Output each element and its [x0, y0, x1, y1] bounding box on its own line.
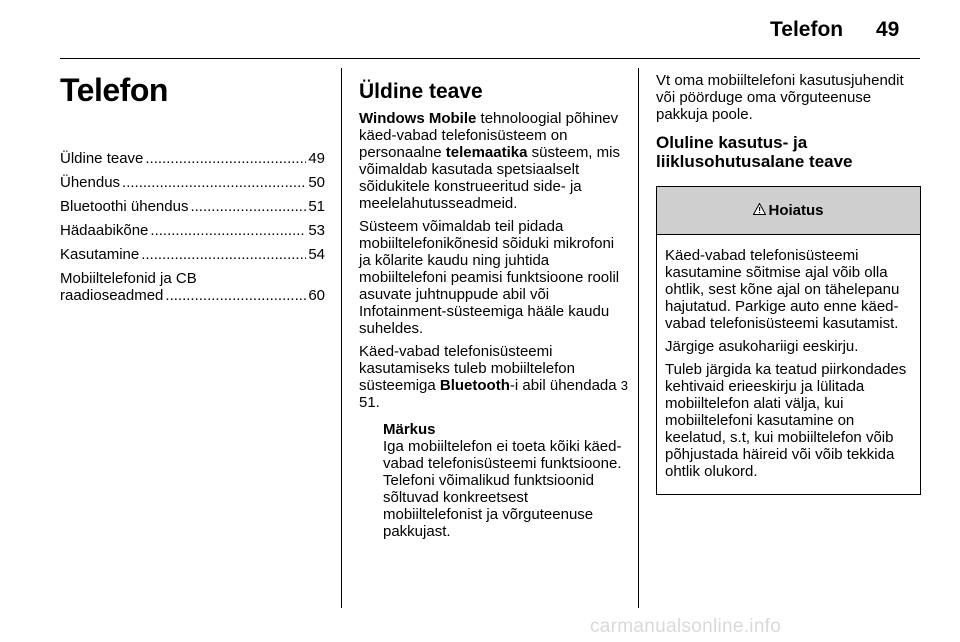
toc-label: Hädaabikõne	[60, 222, 149, 239]
toc-label: Kasutamine	[60, 246, 140, 263]
toc-page: 54	[308, 246, 325, 263]
section-heading: Oluline kasutus- ja liiklusohutusalane teave	[656, 133, 853, 171]
toc-label: Üldine teave	[60, 150, 144, 167]
safety-column	[656, 72, 920, 171]
page-ref[interactable]: 51.	[359, 394, 380, 411]
page-number: 49	[876, 18, 900, 41]
note-box	[383, 421, 629, 540]
toc-label: Ühendus	[60, 174, 121, 191]
header-title: Telefon	[770, 18, 844, 41]
paragraph: Vt oma mobiiltelefoni kasutusjuhendit või pöörduge oma võrguteenuse pakkuja poole.	[656, 72, 904, 123]
table-of-contents	[60, 150, 325, 304]
toc-label-line1: Mobiiltelefonid ja CB	[60, 270, 197, 287]
paragraph: Tuleb järgida ka teatud piirkondades kehtivaid erieeskirju ja lülitada mobiiltelefon alati välja, kui mobiiltelefoni kasutamine on keelatud, s.t, kui mobiiltelefon võib põhjustada häireid või võib tekkida ohtlik olukord.	[665, 361, 907, 480]
warning-triangle-icon	[753, 202, 766, 219]
toc-entry[interactable]	[60, 198, 325, 215]
column-divider	[341, 68, 342, 608]
warning-header	[657, 187, 920, 235]
toc-page: 53	[308, 222, 325, 239]
warning-title: Hoiatus	[768, 202, 824, 219]
toc-label: Bluetoothi ühendus	[60, 198, 189, 215]
toc-page: 49	[308, 150, 325, 167]
header-rule	[60, 58, 920, 59]
toc-page: 51	[308, 198, 325, 215]
paragraph: Järgige asukohariigi eeskirju.	[665, 338, 859, 355]
general-info-column	[359, 80, 629, 540]
watermark: carmanualsonline.info	[590, 616, 782, 637]
note-title: Märkus	[383, 421, 436, 438]
toc-entry[interactable]	[60, 174, 325, 191]
note-text: Iga mobiiltelefon ei toeta kõiki käed-vabad telefonisüsteemi funktsioone. Telefoni võimalikud funktsioonid sõltuvad konkreetsest mobiiltelefonist ja võrguteenuse pakkujast.	[383, 438, 622, 540]
paragraph: Süsteem võimaldab teil pidada mobiiltelefonikõnesid sõiduki mikrofoni ja kõlarite kaudu ning juhtida mobiiltelefoni peamisi funktsioone roolil asuvate juhtnuppude abil või Infotainment-süsteemiga hääle kaudu suheldes.	[359, 218, 620, 337]
toc-label-line2: raadioseadmed	[60, 287, 164, 304]
paragraph: Käed-vabad telefonisüsteemi kasutamiseks tuleb mobiiltelefon süsteemiga Bluetooth-i abil ühendada 3 51.	[359, 343, 629, 411]
toc-entry[interactable]	[60, 222, 325, 239]
paragraph: Windows Mobile tehnoloogial põhinev käed-vabad telefonisüsteem on personaalne telemaatika süsteem, mis võimaldab kasutada spetsiaalselt sõidukitele konstrueeritud side- ja meelelahutusseadmeid.	[359, 110, 620, 212]
toc-page: 50	[308, 174, 325, 191]
warning-body	[657, 235, 920, 494]
toc-entry[interactable]	[60, 150, 325, 167]
paragraph: Käed-vabad telefonisüsteemi kasutamine sõitmise ajal võib olla ohtlik, sest kõne ajal on tähelepanu hajutatud. Parkige auto enne käed-vabad telefonisüsteemi kasutamist.	[665, 247, 900, 332]
column-divider	[638, 68, 639, 608]
section-heading: Üldine teave	[359, 80, 483, 103]
toc-entry[interactable]	[60, 246, 325, 263]
warning-box	[656, 186, 921, 495]
toc-entry[interactable]	[60, 270, 325, 304]
toc-page: 60	[308, 287, 325, 304]
page-ref-arrow-icon: 3	[620, 378, 629, 393]
chapter-title: Telefon	[60, 72, 168, 108]
